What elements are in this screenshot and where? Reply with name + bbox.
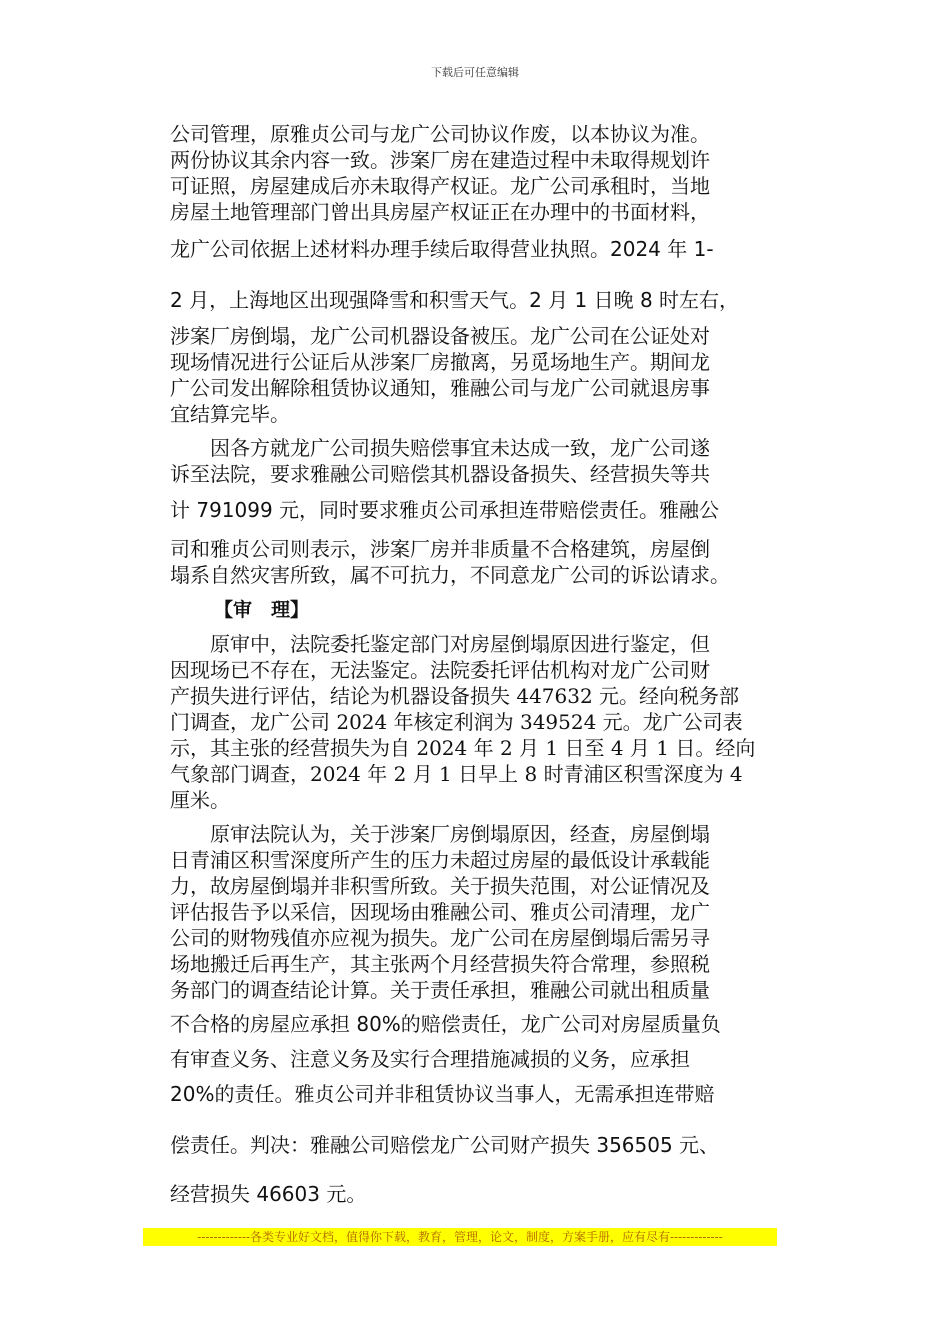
body-line: 司和雅贞公司则表示，涉案厂房并非质量不合格建筑，房屋倒 (170, 537, 710, 561)
body-line: 2 月，上海地区出现强降雪和积雪天气。2 月 1 日晚 8 时左右， (170, 288, 740, 312)
body-line: 示，其主张的经营损失为自 2024 年 2 月 1 日至 4 月 1 日。经向 (170, 736, 756, 760)
page-header-note: 下载后可任意编辑 (431, 66, 519, 79)
body-line: 因各方就龙广公司损失赔偿事宜未达成一致，龙广公司遂 (170, 436, 710, 460)
body-line: 广公司发出解除租赁协议通知，雅融公司与龙广公司就退房事 (170, 376, 710, 400)
body-line: 20%的责任。雅贞公司并非租赁协议当事人，无需承担连带赔 (170, 1082, 715, 1106)
body-line: 两份协议其余内容一致。涉案厂房在建造过程中未取得规划许 (170, 148, 710, 172)
body-line: 龙广公司依据上述材料办理手续后取得营业执照。2024 年 1- (170, 237, 714, 261)
body-line: 可证照，房屋建成后亦未取得产权证。龙广公司承租时，当地 (170, 174, 710, 198)
footer-banner: -------------各类专业好文档，值得你下载，教育，管理，论文，制度，方案手册，应有尽有------------- (143, 1228, 777, 1246)
body-line: 有审查义务、注意义务及实行合理措施减损的义务，应承担 (170, 1047, 690, 1071)
body-line: 厘米。 (170, 788, 230, 812)
body-line: 务部门的调查结论计算。关于责任承担，雅融公司就出租质量 (170, 978, 710, 1002)
body-line: 塌系自然灾害所致，属不可抗力，不同意龙广公司的诉讼请求。 (170, 563, 730, 587)
body-line: 原审中，法院委托鉴定部门对房屋倒塌原因进行鉴定，但 (170, 632, 710, 656)
body-line: 日青浦区积雪深度所产生的压力未超过房屋的最低设计承载能 (170, 848, 710, 872)
body-line: 房屋土地管理部门曾出具房屋产权证正在办理中的书面材料， (170, 200, 710, 224)
body-line: 因现场已不存在，无法鉴定。法院委托评估机构对龙广公司财 (170, 658, 710, 682)
body-line: 力，故房屋倒塌并非积雪所致。关于损失范围，对公证情况及 (170, 874, 710, 898)
body-line: 评估报告予以采信，因现场由雅融公司、雅贞公司清理，龙广 (170, 900, 710, 924)
body-line: 场地搬迁后再生产，其主张两个月经营损失符合常理，参照税 (170, 952, 710, 976)
body-line: 宜结算完毕。 (170, 402, 290, 426)
body-line: 偿责任。判决：雅融公司赔偿龙广公司财产损失 356505 元、 (170, 1133, 720, 1157)
body-line: 诉至法院，要求雅融公司赔偿其机器设备损失、经营损失等共 (170, 462, 710, 486)
body-line: 公司的财物残值亦应视为损失。龙广公司在房屋倒塌后需另寻 (170, 926, 710, 950)
body-line: 气象部门调查，2024 年 2 月 1 日早上 8 时青浦区积雪深度为 4 (170, 762, 743, 786)
body-line: 原审法院认为，关于涉案厂房倒塌原因，经查，房屋倒塌 (170, 822, 710, 846)
body-line: 涉案厂房倒塌，龙广公司机器设备被压。龙广公司在公证处对 (170, 324, 710, 348)
body-line: 公司管理，原雅贞公司与龙广公司协议作废，以本协议为准。 (170, 122, 710, 146)
body-line: 门调查，龙广公司 2024 年核定利润为 349524 元。龙广公司表 (170, 710, 743, 734)
body-line: 现场情况进行公证后从涉案厂房撤离，另觅场地生产。期间龙 (170, 350, 710, 374)
body-line: 产损失进行评估，结论为机器设备损失 447632 元。经向税务部 (170, 684, 740, 708)
section-heading: 【审 理】 (214, 599, 310, 621)
body-line: 经营损失 46603 元。 (170, 1182, 367, 1206)
body-line: 计 791099 元，同时要求雅贞公司承担连带赔偿责任。雅融公 (170, 498, 720, 522)
body-line: 不合格的房屋应承担 80%的赔偿责任，龙广公司对房屋质量负 (170, 1012, 721, 1036)
